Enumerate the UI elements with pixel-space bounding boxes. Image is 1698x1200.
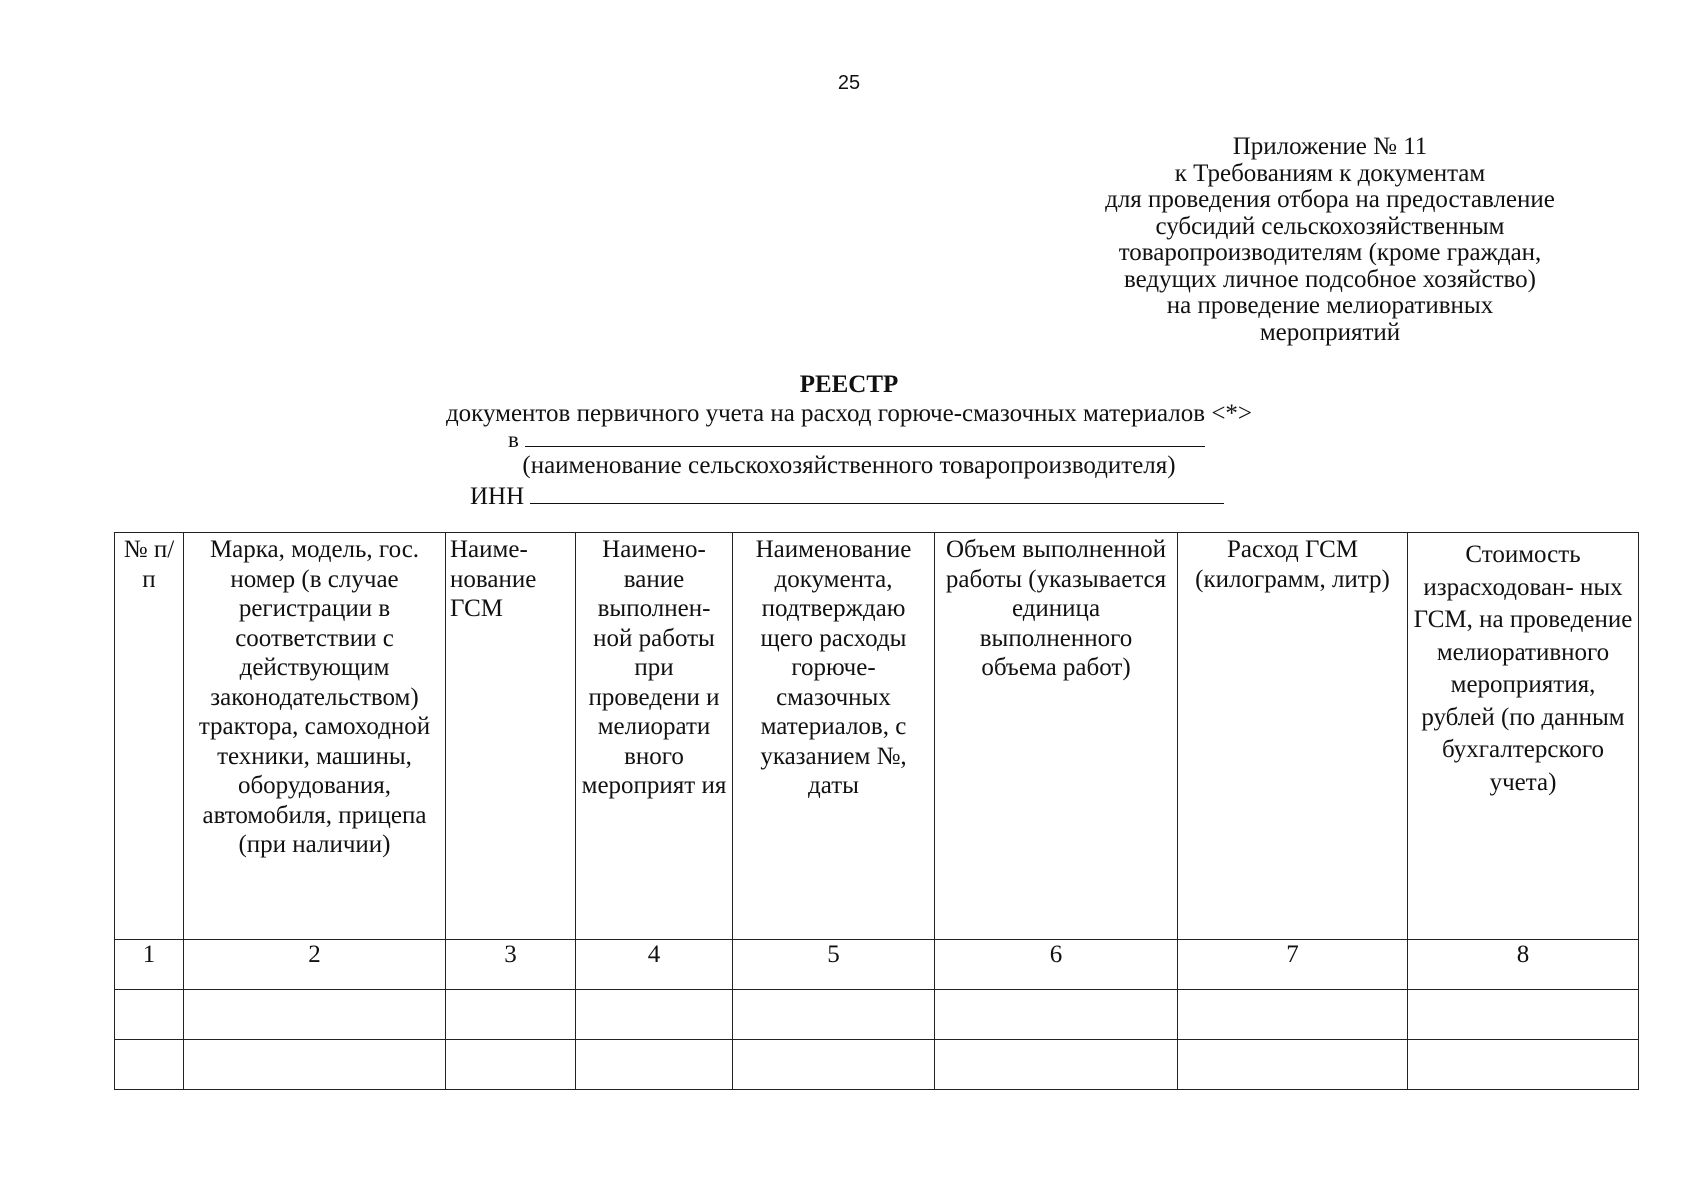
- header-cell-vehicle: Марка, модель, гос. номер (в случае регистрации в соответствии с действующим законодательством) трактора, самоходной техники, машины, оборудования, автомобиля, прицепа (при наличии): [184, 533, 446, 940]
- empty-cell[interactable]: [115, 1040, 184, 1090]
- empty-cell[interactable]: [1408, 990, 1639, 1040]
- document-title: РЕЕСТР: [799, 371, 899, 398]
- empty-cell[interactable]: [733, 1040, 935, 1090]
- empty-cell[interactable]: [1178, 1040, 1408, 1090]
- header-cell-number: № п/п: [115, 533, 184, 940]
- table-row: [115, 1040, 1639, 1090]
- column-number: 5: [733, 940, 935, 990]
- column-number: 7: [1178, 940, 1408, 990]
- inn-label: ИНН: [470, 483, 525, 510]
- producer-caption: (наименование сельскохозяйственного товаропроизводителя): [522, 452, 1176, 479]
- table-row: [115, 990, 1639, 1040]
- column-number: 3: [446, 940, 576, 990]
- empty-cell[interactable]: [115, 990, 184, 1040]
- header-cell-fuel-cost: Стоимость израсходован- ных ГСМ, на проведение мелиоративного мероприятия, рублей (по данным бухгалтерского учета): [1408, 533, 1639, 940]
- appendix-header: [1040, 134, 1620, 346]
- appendix-line: для проведения отбора на предоставление: [1105, 186, 1555, 213]
- producer-fill-line: [508, 426, 1205, 453]
- page-number: 25: [837, 72, 861, 94]
- appendix-line: товаропроизводителям (кроме граждан,: [1118, 239, 1542, 266]
- inn-fill-line: [470, 483, 1224, 510]
- empty-cell[interactable]: [733, 990, 935, 1040]
- appendix-line: к Требованиям к документам: [1174, 159, 1486, 187]
- header-cell-work-volume: Объем выполненной работы (указывается единица выполненного объема работ): [935, 533, 1178, 940]
- document-subtitle: документов первичного учета на расход горюче-смазочных материалов <*>: [445, 400, 1253, 427]
- header-cell-document: Наименование документа, подтверждаю щего расходы горюче- смазочных материалов, с указанием №, даты: [733, 533, 935, 940]
- column-number: 2: [184, 940, 446, 990]
- table-header-row: [115, 533, 1639, 940]
- appendix-line: Приложение № 11: [1232, 133, 1428, 160]
- appendix-line: ведущих личное подсобное хозяйство): [1124, 265, 1536, 293]
- empty-cell[interactable]: [446, 1040, 576, 1090]
- column-number: 4: [576, 940, 733, 990]
- inn-blank[interactable]: [530, 483, 1224, 504]
- empty-cell[interactable]: [1408, 1040, 1639, 1090]
- appendix-line: на проведение мелиоративных: [1166, 292, 1494, 319]
- producer-name-blank[interactable]: [525, 426, 1205, 447]
- empty-cell[interactable]: [184, 990, 446, 1040]
- header-cell-fuel-consumption: Расход ГСМ (килограмм, литр): [1178, 533, 1408, 940]
- column-number: 1: [115, 940, 184, 990]
- empty-cell[interactable]: [935, 1040, 1178, 1090]
- empty-cell[interactable]: [935, 990, 1178, 1040]
- appendix-line: мероприятий: [1259, 318, 1401, 346]
- empty-cell[interactable]: [184, 1040, 446, 1090]
- column-number-row: [115, 940, 1639, 990]
- registry-table: [114, 532, 1639, 1090]
- appendix-line: субсидий сельскохозяйственным: [1155, 212, 1505, 240]
- column-number: 6: [935, 940, 1178, 990]
- empty-cell[interactable]: [576, 1040, 733, 1090]
- header-cell-work-name: Наимено- вание выполнен- ной работы при проведени и мелиорати вного мероприят ия: [576, 533, 733, 940]
- empty-cell[interactable]: [1178, 990, 1408, 1040]
- in-label: в: [508, 427, 519, 452]
- empty-cell[interactable]: [576, 990, 733, 1040]
- header-cell-fuel-name: Наиме- нование ГСМ: [446, 533, 576, 940]
- empty-cell[interactable]: [446, 990, 576, 1040]
- column-number: 8: [1408, 940, 1639, 990]
